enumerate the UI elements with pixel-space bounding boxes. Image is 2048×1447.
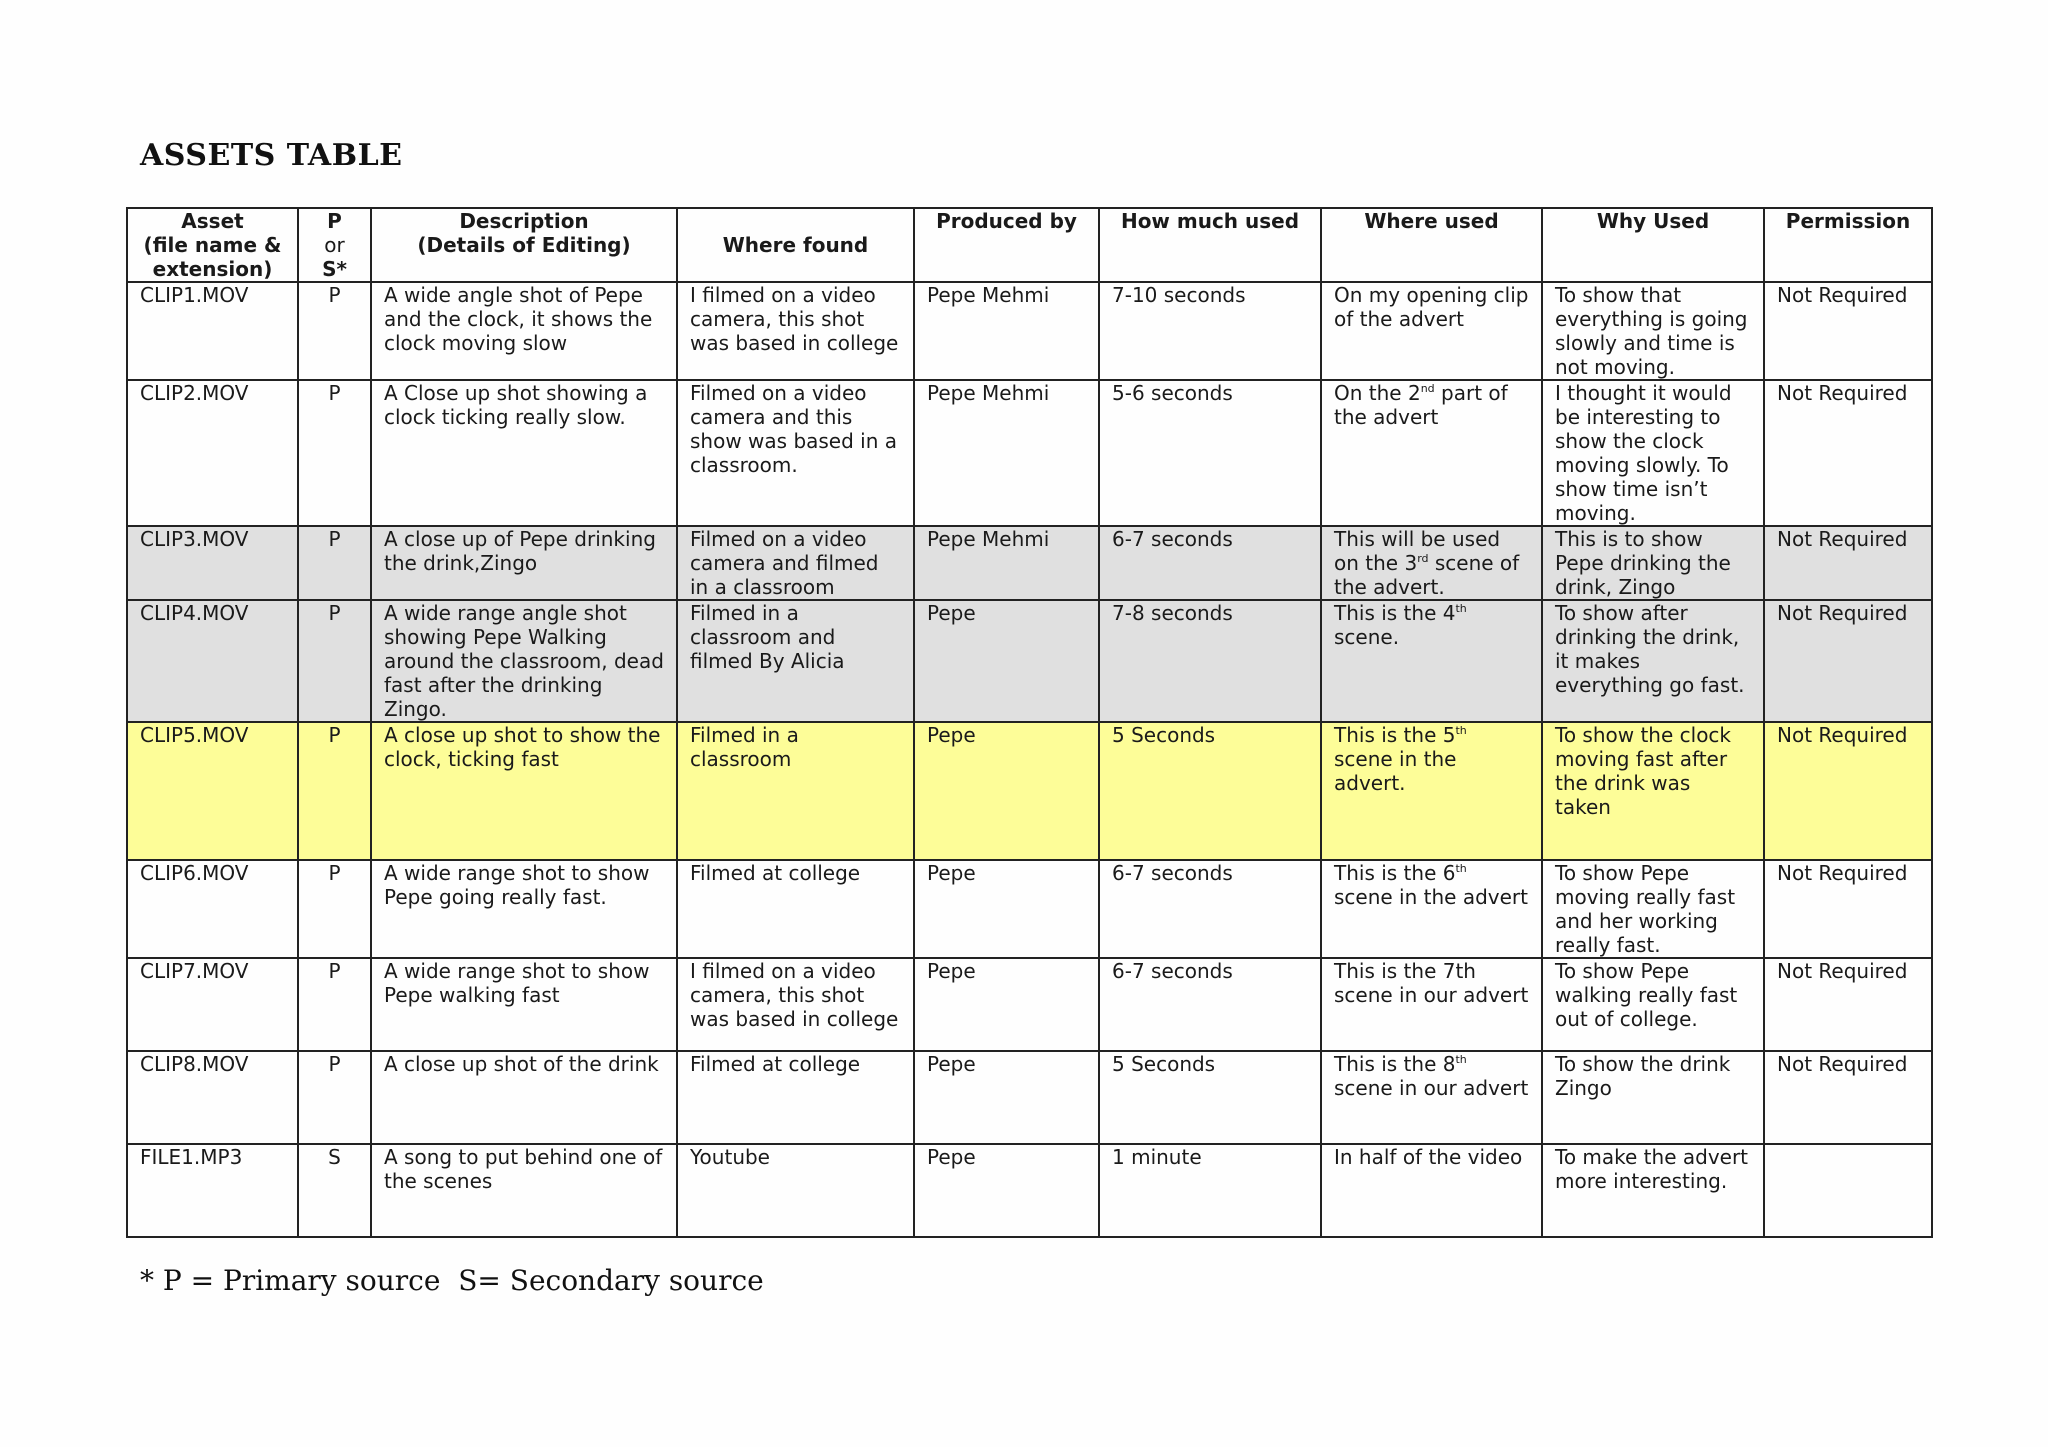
cell-why-used: To show that everything is going slowly and time is not moving. [1542, 282, 1764, 380]
cell-permission: Not Required [1764, 282, 1932, 380]
cell-how-much-used: 6-7 seconds [1099, 860, 1321, 958]
cell-how-much-used: 6-7 seconds [1099, 526, 1321, 600]
cell-description: A close up shot to show the clock, ticking fast [371, 722, 677, 860]
cell-where-found: I filmed on a video camera, this shot was based in college [677, 282, 914, 380]
header-why-used: Why Used [1542, 208, 1764, 282]
header-how-much-used: How much used [1099, 208, 1321, 282]
cell-permission: Not Required [1764, 600, 1932, 722]
cell-asset: CLIP8.MOV [127, 1051, 298, 1144]
table-row [127, 526, 1932, 600]
cell-where-used: In half of the video [1321, 1144, 1542, 1237]
table-row [127, 282, 1932, 380]
cell-produced-by: Pepe Mehmi [914, 380, 1099, 526]
cell-permission: Not Required [1764, 722, 1932, 860]
page-title: ASSETS TABLE [140, 138, 403, 173]
cell-asset: CLIP1.MOV [127, 282, 298, 380]
cell-asset: FILE1.MP3 [127, 1144, 298, 1237]
cell-source-type: S [298, 1144, 371, 1237]
cell-why-used: To show the drink Zingo [1542, 1051, 1764, 1144]
cell-asset: CLIP2.MOV [127, 380, 298, 526]
header-description: Description (Details of Editing) [371, 208, 677, 282]
cell-where-found: Filmed at college [677, 860, 914, 958]
table-row [127, 860, 1932, 958]
cell-where-found: Youtube [677, 1144, 914, 1237]
cell-where-used: This is the 5th scene in the advert. [1321, 722, 1542, 860]
table-row [127, 722, 1932, 860]
header-row [127, 208, 1932, 282]
cell-description: A close up of Pepe drinking the drink,Zingo [371, 526, 677, 600]
cell-how-much-used: 6-7 seconds [1099, 958, 1321, 1051]
table-row [127, 600, 1932, 722]
cell-where-used: This is the 7th scene in our advert [1321, 958, 1542, 1051]
cell-permission: Not Required [1764, 380, 1932, 526]
header-where-used: Where used [1321, 208, 1542, 282]
cell-description: A wide range angle shot showing Pepe Walking around the classroom, dead fast after the drinking Zingo. [371, 600, 677, 722]
table-row [127, 380, 1932, 526]
cell-description: A wide range shot to show Pepe walking fast [371, 958, 677, 1051]
cell-asset: CLIP5.MOV [127, 722, 298, 860]
cell-source-type: P [298, 380, 371, 526]
cell-produced-by: Pepe [914, 860, 1099, 958]
cell-how-much-used: 5 Seconds [1099, 722, 1321, 860]
cell-why-used: To show Pepe walking really fast out of college. [1542, 958, 1764, 1051]
cell-description: A song to put behind one of the scenes [371, 1144, 677, 1237]
cell-why-used: I thought it would be interesting to show the clock moving slowly. To show time isn’t moving. [1542, 380, 1764, 526]
source-legend-footnote: * P = Primary source S= Secondary source [140, 1264, 764, 1297]
cell-why-used: To show after drinking the drink, it makes everything go fast. [1542, 600, 1764, 722]
header-where-found: Where found [677, 208, 914, 282]
table-row [127, 1144, 1932, 1237]
header-produced-by: Produced by [914, 208, 1099, 282]
cell-where-used: This is the 8th scene in our advert [1321, 1051, 1542, 1144]
cell-produced-by: Pepe [914, 722, 1099, 860]
header-asset: Asset (file name & extension) [127, 208, 298, 282]
cell-source-type: P [298, 860, 371, 958]
cell-produced-by: Pepe Mehmi [914, 526, 1099, 600]
cell-produced-by: Pepe [914, 958, 1099, 1051]
cell-where-found: I filmed on a video camera, this shot was based in college [677, 958, 914, 1051]
cell-permission [1764, 1144, 1932, 1237]
cell-how-much-used: 7-10 seconds [1099, 282, 1321, 380]
cell-source-type: P [298, 600, 371, 722]
cell-source-type: P [298, 722, 371, 860]
cell-where-used: This is the 6th scene in the advert [1321, 860, 1542, 958]
cell-description: A wide range shot to show Pepe going really fast. [371, 860, 677, 958]
cell-permission: Not Required [1764, 958, 1932, 1051]
cell-asset: CLIP3.MOV [127, 526, 298, 600]
cell-description: A close up shot of the drink [371, 1051, 677, 1144]
cell-asset: CLIP6.MOV [127, 860, 298, 958]
cell-permission: Not Required [1764, 860, 1932, 958]
header-primary-secondary: P or S* [298, 208, 371, 282]
cell-permission: Not Required [1764, 526, 1932, 600]
table-row [127, 958, 1932, 1051]
cell-asset: CLIP7.MOV [127, 958, 298, 1051]
cell-where-found: Filmed on a video camera and this show was based in a classroom. [677, 380, 914, 526]
cell-why-used: To show Pepe moving really fast and her working really fast. [1542, 860, 1764, 958]
cell-where-used: On my opening clip of the advert [1321, 282, 1542, 380]
cell-source-type: P [298, 282, 371, 380]
cell-produced-by: Pepe [914, 1051, 1099, 1144]
cell-source-type: P [298, 526, 371, 600]
cell-produced-by: Pepe Mehmi [914, 282, 1099, 380]
cell-where-found: Filmed in a classroom [677, 722, 914, 860]
cell-why-used: This is to show Pepe drinking the drink, Zingo [1542, 526, 1764, 600]
cell-why-used: To show the clock moving fast after the drink was taken [1542, 722, 1764, 860]
cell-description: A wide angle shot of Pepe and the clock, it shows the clock moving slow [371, 282, 677, 380]
table-row [127, 1051, 1932, 1144]
cell-how-much-used: 5-6 seconds [1099, 380, 1321, 526]
cell-source-type: P [298, 1051, 371, 1144]
cell-where-used: On the 2nd part of the advert [1321, 380, 1542, 526]
cell-where-used: This will be used on the 3rd scene of the advert. [1321, 526, 1542, 600]
cell-where-used: This is the 4th scene. [1321, 600, 1542, 722]
cell-produced-by: Pepe [914, 600, 1099, 722]
cell-why-used: To make the advert more interesting. [1542, 1144, 1764, 1237]
cell-how-much-used: 5 Seconds [1099, 1051, 1321, 1144]
cell-where-found: Filmed in a classroom and filmed By Alicia [677, 600, 914, 722]
cell-where-found: Filmed at college [677, 1051, 914, 1144]
cell-description: A Close up shot showing a clock ticking really slow. [371, 380, 677, 526]
cell-how-much-used: 7-8 seconds [1099, 600, 1321, 722]
header-permission: Permission [1764, 208, 1932, 282]
cell-how-much-used: 1 minute [1099, 1144, 1321, 1237]
cell-produced-by: Pepe [914, 1144, 1099, 1237]
cell-permission: Not Required [1764, 1051, 1932, 1144]
cell-source-type: P [298, 958, 371, 1051]
cell-asset: CLIP4.MOV [127, 600, 298, 722]
assets-table [126, 207, 1933, 1238]
cell-where-found: Filmed on a video camera and filmed in a classroom [677, 526, 914, 600]
